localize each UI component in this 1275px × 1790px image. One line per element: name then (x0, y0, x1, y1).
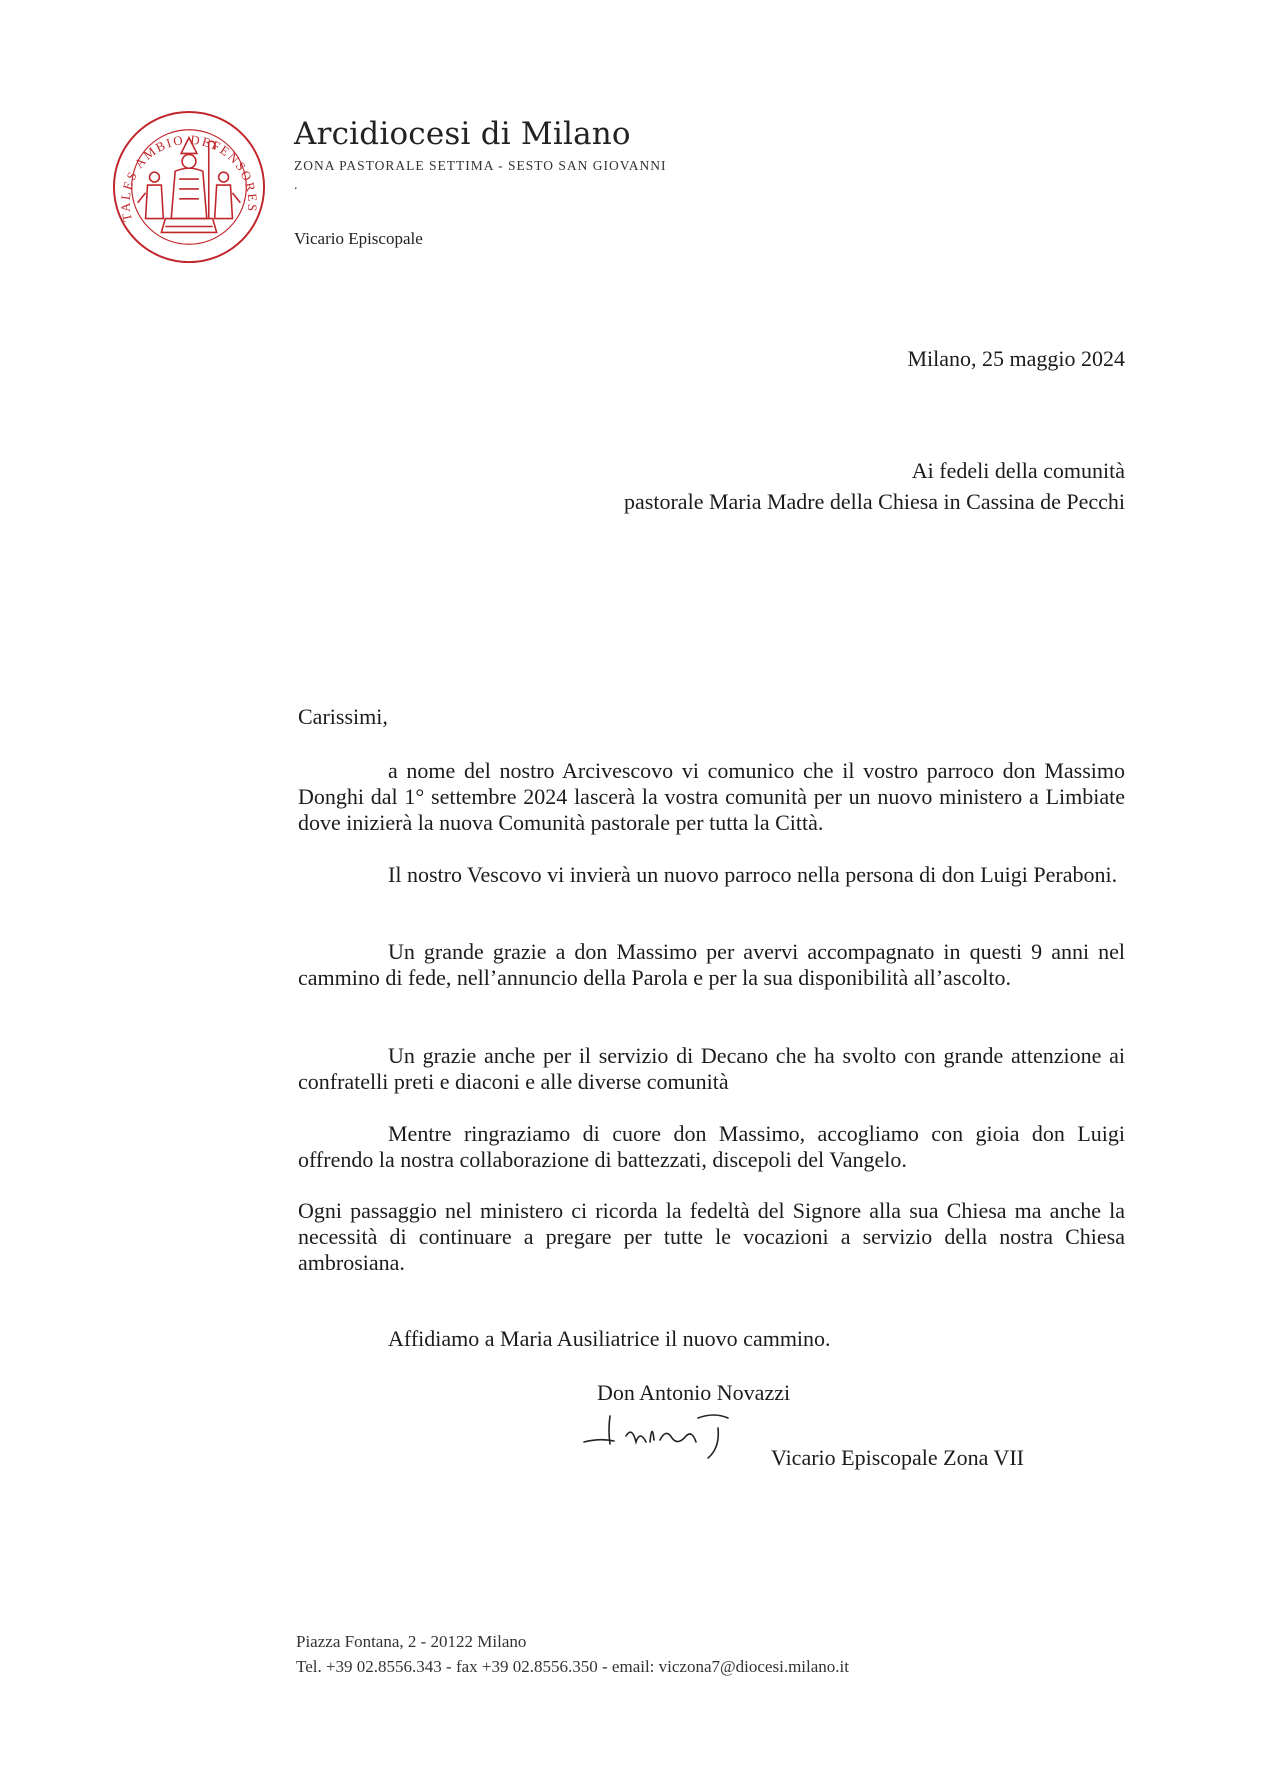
paragraph-3: Un grande grazie a don Massimo per avervi accompagnato in questi 9 anni nel cammino di fede, nell’annuncio della Parola e per la sua disponibilità all’ascolto. (298, 939, 1125, 990)
diocese-seal-logo (110, 108, 268, 266)
org-dot: . (294, 178, 298, 193)
paragraph-6: Ogni passaggio nel ministero ci ricorda la fedeltà del Signore alla sua Chiesa ma anche la necessità di continuare a pregare per tutte le vocazioni a servizio della nostra Chiesa ambrosiana. (298, 1198, 1125, 1275)
paragraph-2: Il nostro Vescovo vi invierà un nuovo parroco nella persona di don Luigi Peraboni. (388, 862, 1118, 887)
salutation: Carissimi, (298, 704, 388, 729)
closing-line: Affidiamo a Maria Ausiliatrice il nuovo cammino. (388, 1326, 831, 1351)
org-zone: ZONA PASTORALE SETTIMA - SESTO SAN GIOVANNI (294, 158, 667, 173)
paragraph-4: Un grazie anche per il servizio di Decano che ha svolto con grande attenzione ai confratelli preti e diaconi e alle diverse comunità (298, 1043, 1125, 1094)
recipient-block (624, 455, 1125, 517)
handwritten-signature (580, 1408, 760, 1468)
recipient-line-1: Ai fedeli della comunità (911, 458, 1125, 483)
paragraph-1: a nome del nostro Arcivescovo vi comunico che il vostro parroco don Massimo Donghi dal 1° settembre 2024 lascerà la vostra comunità per un nuovo ministero a Limbiate dove inizierà la nuova Comunità pastorale per tutta la Città. (298, 758, 1125, 835)
footer-contacts: Tel. +39 02.8556.343 - fax +39 02.8556.350 - email: viczona7@diocesi.milano.it (296, 1657, 849, 1676)
recipient-line-2: pastorale Maria Madre della Chiesa in Cassina de Pecchi (624, 489, 1125, 514)
org-role: Vicario Episcopale (294, 229, 423, 248)
org-name: Arcidiocesi di Milano (294, 116, 631, 152)
letter-date: Milano, 25 maggio 2024 (907, 346, 1125, 371)
svg-text:TALES AMBIO DEFENSORES: TALES AMBIO DEFENSORES (118, 132, 260, 223)
signer-name: Don Antonio Novazzi (597, 1380, 791, 1405)
footer-address: Piazza Fontana, 2 - 20122 Milano (296, 1632, 527, 1651)
paragraph-5: Mentre ringraziamo di cuore don Massimo, accogliamo con gioia don Luigi offrendo la nostra collaborazione di battezzati, discepoli del Vangelo. (298, 1121, 1125, 1172)
signer-title: Vicario Episcopale Zona VII (771, 1445, 1025, 1470)
